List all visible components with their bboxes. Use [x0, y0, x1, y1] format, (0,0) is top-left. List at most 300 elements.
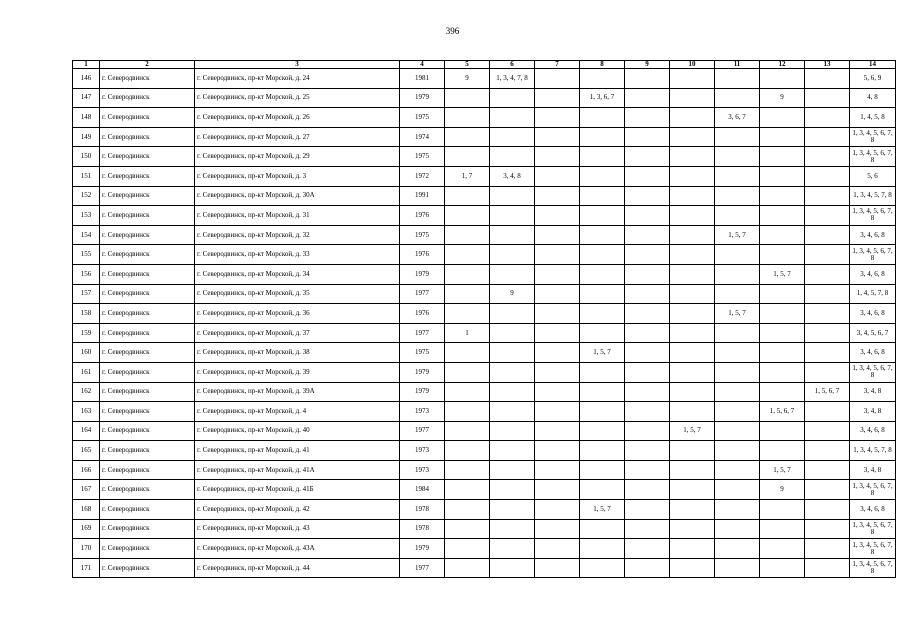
- table-cell-col-6: [490, 225, 535, 245]
- table-cell-col-13: [805, 402, 850, 422]
- table-cell-col-11: [715, 284, 760, 304]
- page-number: 396: [445, 26, 460, 36]
- table-cell-col-14: 4, 8: [850, 88, 896, 108]
- table-cell-col-6: [490, 519, 535, 539]
- table-cell-col-14: 3, 4, 6, 8: [850, 225, 896, 245]
- table-cell-col-6: [490, 362, 535, 382]
- table-cell-col-11: [715, 500, 760, 520]
- table-cell-col-5: [445, 108, 490, 128]
- table-cell-col-8: [580, 323, 625, 343]
- table-cell-col-3: г. Северодвинск, пр-кт Морской, д. 41: [195, 441, 400, 461]
- table-cell-col-13: [805, 343, 850, 363]
- table-cell-col-1: 162: [73, 382, 100, 402]
- table-cell-col-8: [580, 127, 625, 147]
- table-cell-col-12: [760, 186, 805, 206]
- table-cell-col-7: [535, 88, 580, 108]
- column-header-4: 4: [400, 61, 445, 69]
- table-cell-col-12: [760, 108, 805, 128]
- table-cell-col-5: [445, 206, 490, 226]
- table-cell-col-7: [535, 323, 580, 343]
- table-cell-col-1: 171: [73, 558, 100, 578]
- table-cell-col-3: г. Северодвинск, пр-кт Морской, д. 39: [195, 362, 400, 382]
- table-cell-col-8: 1, 3, 6, 7: [580, 88, 625, 108]
- table-cell-col-9: [625, 304, 670, 324]
- table-cell-col-10: [670, 519, 715, 539]
- table-cell-col-3: г. Северодвинск, пр-кт Морской, д. 29: [195, 147, 400, 167]
- table-cell-col-11: [715, 186, 760, 206]
- table-cell-col-12: [760, 343, 805, 363]
- table-cell-col-4: 1977: [400, 421, 445, 441]
- table-cell-col-3: г. Северодвинск, пр-кт Морской, д. 38: [195, 343, 400, 363]
- table-cell-col-5: [445, 460, 490, 480]
- table-cell-col-11: [715, 441, 760, 461]
- table-cell-col-11: [715, 362, 760, 382]
- table-cell-col-13: 1, 5, 6, 7: [805, 382, 850, 402]
- table-cell-col-2: г. Северодвинск: [100, 186, 195, 206]
- table-cell-col-12: 9: [760, 88, 805, 108]
- table-cell-col-6: [490, 343, 535, 363]
- table-cell-col-9: [625, 382, 670, 402]
- table-cell-col-12: [760, 382, 805, 402]
- table-cell-col-14: 5, 6, 9: [850, 69, 896, 89]
- table-cell-col-10: [670, 225, 715, 245]
- table-cell-col-10: [670, 127, 715, 147]
- table-row: [73, 558, 896, 578]
- table-cell-col-8: [580, 69, 625, 89]
- table-cell-col-11: [715, 245, 760, 265]
- column-header-1: 1: [73, 61, 100, 69]
- table-cell-col-13: [805, 441, 850, 461]
- table-cell-col-6: [490, 558, 535, 578]
- table-cell-col-7: [535, 245, 580, 265]
- table-cell-col-8: [580, 362, 625, 382]
- table-cell-col-7: [535, 225, 580, 245]
- table-body: [73, 69, 896, 578]
- table-cell-col-10: [670, 284, 715, 304]
- table-cell-col-11: [715, 382, 760, 402]
- table-cell-col-13: [805, 323, 850, 343]
- table-cell-col-3: г. Северодвинск, пр-кт Морской, д. 26: [195, 108, 400, 128]
- table-cell-col-2: г. Северодвинск: [100, 441, 195, 461]
- table-cell-col-10: [670, 245, 715, 265]
- column-header-14: 14: [850, 61, 896, 69]
- table-cell-col-8: [580, 460, 625, 480]
- table-cell-col-13: [805, 206, 850, 226]
- table-cell-col-14: 1, 3, 4, 5, 6, 7, 8: [850, 558, 896, 578]
- table-cell-col-6: [490, 500, 535, 520]
- table-row: [73, 186, 896, 206]
- table-cell-col-7: [535, 284, 580, 304]
- table-cell-col-12: [760, 245, 805, 265]
- table-cell-col-4: 1979: [400, 382, 445, 402]
- table-cell-col-5: [445, 480, 490, 500]
- table-cell-col-5: [445, 421, 490, 441]
- table-row: [73, 343, 896, 363]
- table-row: [73, 304, 896, 324]
- table-cell-col-9: [625, 539, 670, 559]
- table-cell-col-10: [670, 382, 715, 402]
- table-cell-col-10: [670, 402, 715, 422]
- table-cell-col-2: г. Северодвинск: [100, 343, 195, 363]
- table-cell-col-10: [670, 362, 715, 382]
- table-cell-col-2: г. Северодвинск: [100, 304, 195, 324]
- table-cell-col-3: г. Северодвинск, пр-кт Морской, д. 40: [195, 421, 400, 441]
- table-cell-col-14: 3, 4, 5, 6, 7: [850, 323, 896, 343]
- table-cell-col-14: 1, 3, 4, 5, 6, 7, 8: [850, 206, 896, 226]
- table-cell-col-2: г. Северодвинск: [100, 88, 195, 108]
- table-cell-col-5: [445, 441, 490, 461]
- table-cell-col-11: [715, 147, 760, 167]
- table-cell-col-8: [580, 402, 625, 422]
- table-cell-col-4: 1984: [400, 480, 445, 500]
- table-cell-col-5: [445, 558, 490, 578]
- table-cell-col-3: г. Северодвинск, пр-кт Морской, д. 37: [195, 323, 400, 343]
- table-row: [73, 88, 896, 108]
- table-cell-col-8: [580, 519, 625, 539]
- table-cell-col-1: 164: [73, 421, 100, 441]
- table-cell-col-2: г. Северодвинск: [100, 500, 195, 520]
- table-row: [73, 108, 896, 128]
- column-header-5: 5: [445, 61, 490, 69]
- table-cell-col-12: [760, 166, 805, 186]
- table-cell-col-5: 9: [445, 69, 490, 89]
- table-cell-col-9: [625, 480, 670, 500]
- table-cell-col-11: [715, 480, 760, 500]
- table-cell-col-1: 163: [73, 402, 100, 422]
- table-cell-col-6: [490, 304, 535, 324]
- table-cell-col-5: [445, 343, 490, 363]
- table-cell-col-12: [760, 500, 805, 520]
- table-row: [73, 245, 896, 265]
- table-cell-col-13: [805, 108, 850, 128]
- table-cell-col-12: [760, 225, 805, 245]
- table-cell-col-12: [760, 127, 805, 147]
- column-header-6: 6: [490, 61, 535, 69]
- table-row: [73, 166, 896, 186]
- table-cell-col-7: [535, 460, 580, 480]
- table-cell-col-1: 154: [73, 225, 100, 245]
- column-header-2: 2: [100, 61, 195, 69]
- table-cell-col-4: 1981: [400, 69, 445, 89]
- table-cell-col-1: 168: [73, 500, 100, 520]
- table-cell-col-12: [760, 421, 805, 441]
- table-cell-col-2: г. Северодвинск: [100, 539, 195, 559]
- table-cell-col-11: [715, 519, 760, 539]
- table-cell-col-8: [580, 558, 625, 578]
- table-cell-col-14: 1, 3, 4, 5, 6, 7, 8: [850, 245, 896, 265]
- table-cell-col-5: [445, 225, 490, 245]
- table-cell-col-2: г. Северодвинск: [100, 264, 195, 284]
- table-cell-col-2: г. Северодвинск: [100, 166, 195, 186]
- table-cell-col-14: 3, 4, 8: [850, 382, 896, 402]
- table-cell-col-6: [490, 539, 535, 559]
- table-cell-col-4: 1978: [400, 500, 445, 520]
- table-cell-col-9: [625, 558, 670, 578]
- table-cell-col-12: 1, 5, 7: [760, 264, 805, 284]
- table-cell-col-10: [670, 304, 715, 324]
- table-cell-col-14: 1, 3, 4, 5, 6, 7, 8: [850, 480, 896, 500]
- table-cell-col-7: [535, 108, 580, 128]
- table-cell-col-14: 1, 3, 4, 5, 6, 7, 8: [850, 147, 896, 167]
- table-cell-col-6: [490, 206, 535, 226]
- table-row: [73, 500, 896, 520]
- table-cell-col-14: 1, 3, 4, 5, 7, 8: [850, 441, 896, 461]
- table-cell-col-4: 1975: [400, 343, 445, 363]
- table-cell-col-5: [445, 382, 490, 402]
- table-cell-col-1: 151: [73, 166, 100, 186]
- table-cell-col-5: 1, 7: [445, 166, 490, 186]
- table-cell-col-7: [535, 421, 580, 441]
- table-cell-col-2: г. Северодвинск: [100, 127, 195, 147]
- table-cell-col-5: 1: [445, 323, 490, 343]
- table-cell-col-13: [805, 166, 850, 186]
- table-cell-col-4: 1977: [400, 323, 445, 343]
- table-row: [73, 539, 896, 559]
- table-cell-col-2: г. Северодвинск: [100, 69, 195, 89]
- table-cell-col-13: [805, 558, 850, 578]
- column-header-9: 9: [625, 61, 670, 69]
- table-cell-col-10: [670, 108, 715, 128]
- table-cell-col-13: [805, 88, 850, 108]
- table-cell-col-5: [445, 402, 490, 422]
- table-cell-col-1: 170: [73, 539, 100, 559]
- table-row: [73, 362, 896, 382]
- table-cell-col-5: [445, 284, 490, 304]
- table-cell-col-8: [580, 264, 625, 284]
- table-row: [73, 127, 896, 147]
- table-cell-col-12: [760, 519, 805, 539]
- table-cell-col-9: [625, 441, 670, 461]
- table-cell-col-4: 1979: [400, 362, 445, 382]
- table-cell-col-9: [625, 108, 670, 128]
- table-cell-col-6: [490, 480, 535, 500]
- table-cell-col-8: [580, 147, 625, 167]
- table-cell-col-4: 1974: [400, 127, 445, 147]
- table-cell-col-10: [670, 69, 715, 89]
- table-cell-col-12: [760, 206, 805, 226]
- table-cell-col-2: г. Северодвинск: [100, 245, 195, 265]
- table-cell-col-2: г. Северодвинск: [100, 480, 195, 500]
- table-cell-col-4: 1979: [400, 88, 445, 108]
- table-row: [73, 225, 896, 245]
- table-cell-col-8: [580, 245, 625, 265]
- table-cell-col-10: [670, 558, 715, 578]
- table-cell-col-1: 155: [73, 245, 100, 265]
- table-cell-col-1: 156: [73, 264, 100, 284]
- table-cell-col-7: [535, 402, 580, 422]
- table-cell-col-9: [625, 88, 670, 108]
- table-cell-col-13: [805, 480, 850, 500]
- table-cell-col-1: 169: [73, 519, 100, 539]
- table-row: [73, 519, 896, 539]
- table-cell-col-4: 1976: [400, 206, 445, 226]
- table-cell-col-13: [805, 500, 850, 520]
- column-header-8: 8: [580, 61, 625, 69]
- table-cell-col-12: [760, 441, 805, 461]
- table-cell-col-4: 1977: [400, 284, 445, 304]
- table-cell-col-2: г. Северодвинск: [100, 147, 195, 167]
- table-cell-col-1: 160: [73, 343, 100, 363]
- table-cell-col-10: [670, 500, 715, 520]
- table-cell-col-12: [760, 284, 805, 304]
- table-cell-col-14: 1, 4, 5, 8: [850, 108, 896, 128]
- table-cell-col-12: [760, 147, 805, 167]
- table-cell-col-3: г. Северодвинск, пр-кт Морской, д. 39А: [195, 382, 400, 402]
- table-cell-col-14: 1, 3, 4, 5, 7, 8: [850, 186, 896, 206]
- table-cell-col-11: 3, 6, 7: [715, 108, 760, 128]
- table-cell-col-11: [715, 88, 760, 108]
- table-cell-col-11: 1, 5, 7: [715, 225, 760, 245]
- table-cell-col-8: [580, 480, 625, 500]
- table-cell-col-10: [670, 460, 715, 480]
- table-cell-col-11: [715, 558, 760, 578]
- table-cell-col-13: [805, 284, 850, 304]
- table-cell-col-9: [625, 421, 670, 441]
- table-cell-col-7: [535, 519, 580, 539]
- table-cell-col-8: [580, 166, 625, 186]
- table-cell-col-9: [625, 127, 670, 147]
- table-cell-col-14: 3, 4, 6, 8: [850, 264, 896, 284]
- table-cell-col-7: [535, 500, 580, 520]
- table-cell-col-9: [625, 323, 670, 343]
- table-cell-col-7: [535, 186, 580, 206]
- table-cell-col-4: 1976: [400, 304, 445, 324]
- table-cell-col-4: 1975: [400, 225, 445, 245]
- column-header-11: 11: [715, 61, 760, 69]
- table-cell-col-8: [580, 421, 625, 441]
- table-cell-col-14: 1, 3, 4, 5, 6, 7, 8: [850, 127, 896, 147]
- table-cell-col-9: [625, 343, 670, 363]
- table-cell-col-7: [535, 69, 580, 89]
- table-cell-col-3: г. Северодвинск, пр-кт Морской, д. 41Б: [195, 480, 400, 500]
- table-cell-col-3: г. Северодвинск, пр-кт Морской, д. 33: [195, 245, 400, 265]
- table-cell-col-11: [715, 402, 760, 422]
- table-row: [73, 323, 896, 343]
- table-cell-col-1: 166: [73, 460, 100, 480]
- data-table: [72, 60, 896, 578]
- table-cell-col-4: 1973: [400, 460, 445, 480]
- table-cell-col-4: 1975: [400, 108, 445, 128]
- table-cell-col-8: [580, 225, 625, 245]
- table-row: [73, 69, 896, 89]
- table-cell-col-7: [535, 206, 580, 226]
- table-cell-col-9: [625, 166, 670, 186]
- table-cell-col-11: [715, 69, 760, 89]
- table-cell-col-14: 3, 4, 8: [850, 460, 896, 480]
- table-cell-col-4: 1972: [400, 166, 445, 186]
- table-row: [73, 206, 896, 226]
- table-cell-col-5: [445, 127, 490, 147]
- table-cell-col-3: г. Северодвинск, пр-кт Морской, д. 25: [195, 88, 400, 108]
- table-cell-col-3: г. Северодвинск, пр-кт Морской, д. 44: [195, 558, 400, 578]
- table-cell-col-14: 1, 3, 4, 5, 6, 7, 8: [850, 362, 896, 382]
- table-cell-col-2: г. Северодвинск: [100, 323, 195, 343]
- table-cell-col-4: 1979: [400, 539, 445, 559]
- table-cell-col-13: [805, 460, 850, 480]
- table-cell-col-6: [490, 382, 535, 402]
- table-cell-col-10: [670, 186, 715, 206]
- table-cell-col-9: [625, 206, 670, 226]
- table-cell-col-5: [445, 519, 490, 539]
- table-cell-col-6: 3, 4, 8: [490, 166, 535, 186]
- table-cell-col-11: [715, 460, 760, 480]
- table-cell-col-10: [670, 480, 715, 500]
- table-cell-col-7: [535, 558, 580, 578]
- table-cell-col-6: [490, 186, 535, 206]
- table-cell-col-14: 3, 4, 8: [850, 402, 896, 422]
- table-cell-col-7: [535, 127, 580, 147]
- table-cell-col-12: [760, 558, 805, 578]
- table-cell-col-1: 158: [73, 304, 100, 324]
- table-cell-col-13: [805, 362, 850, 382]
- table-cell-col-6: [490, 460, 535, 480]
- table-cell-col-6: [490, 127, 535, 147]
- table-cell-col-8: [580, 108, 625, 128]
- table-cell-col-13: [805, 69, 850, 89]
- table-row: [73, 264, 896, 284]
- table-cell-col-3: г. Северодвинск, пр-кт Морской, д. 24: [195, 69, 400, 89]
- table-cell-col-6: [490, 245, 535, 265]
- table-cell-col-4: 1977: [400, 558, 445, 578]
- table-cell-col-9: [625, 245, 670, 265]
- table-cell-col-10: [670, 343, 715, 363]
- table-cell-col-11: [715, 343, 760, 363]
- table-cell-col-9: [625, 69, 670, 89]
- table-cell-col-14: 3, 4, 6, 8: [850, 304, 896, 324]
- table-cell-col-11: [715, 206, 760, 226]
- table-cell-col-13: [805, 127, 850, 147]
- column-header-3: 3: [195, 61, 400, 69]
- table-cell-col-3: г. Северодвинск, пр-кт Морской, д. 43А: [195, 539, 400, 559]
- table-cell-col-7: [535, 264, 580, 284]
- table-cell-col-9: [625, 284, 670, 304]
- table-cell-col-9: [625, 519, 670, 539]
- table-cell-col-1: 152: [73, 186, 100, 206]
- table-cell-col-8: 1, 5, 7: [580, 343, 625, 363]
- table-cell-col-8: 1, 5, 7: [580, 500, 625, 520]
- table-cell-col-2: г. Северодвинск: [100, 206, 195, 226]
- table-cell-col-2: г. Северодвинск: [100, 362, 195, 382]
- table-cell-col-4: 1973: [400, 441, 445, 461]
- table-cell-col-2: г. Северодвинск: [100, 382, 195, 402]
- table-cell-col-7: [535, 539, 580, 559]
- table-cell-col-4: 1976: [400, 245, 445, 265]
- table-cell-col-8: [580, 284, 625, 304]
- column-header-7: 7: [535, 61, 580, 69]
- table-cell-col-10: [670, 441, 715, 461]
- table-cell-col-6: [490, 402, 535, 422]
- table-cell-col-9: [625, 147, 670, 167]
- table-cell-col-5: [445, 147, 490, 167]
- table-cell-col-11: 1, 5, 7: [715, 304, 760, 324]
- table-cell-col-14: 1, 3, 4, 5, 6, 7, 8: [850, 519, 896, 539]
- table-cell-col-10: [670, 206, 715, 226]
- table-cell-col-8: [580, 186, 625, 206]
- table-cell-col-9: [625, 402, 670, 422]
- table-cell-col-10: [670, 539, 715, 559]
- table-cell-col-5: [445, 362, 490, 382]
- column-header-12: 12: [760, 61, 805, 69]
- table-cell-col-2: г. Северодвинск: [100, 519, 195, 539]
- table-row: [73, 402, 896, 422]
- table-row: [73, 441, 896, 461]
- table-cell-col-14: 1, 4, 5, 7, 8: [850, 284, 896, 304]
- table-cell-col-4: 1979: [400, 264, 445, 284]
- table-cell-col-14: 3, 4, 6, 8: [850, 500, 896, 520]
- table-cell-col-1: 161: [73, 362, 100, 382]
- table-cell-col-9: [625, 362, 670, 382]
- table-cell-col-7: [535, 441, 580, 461]
